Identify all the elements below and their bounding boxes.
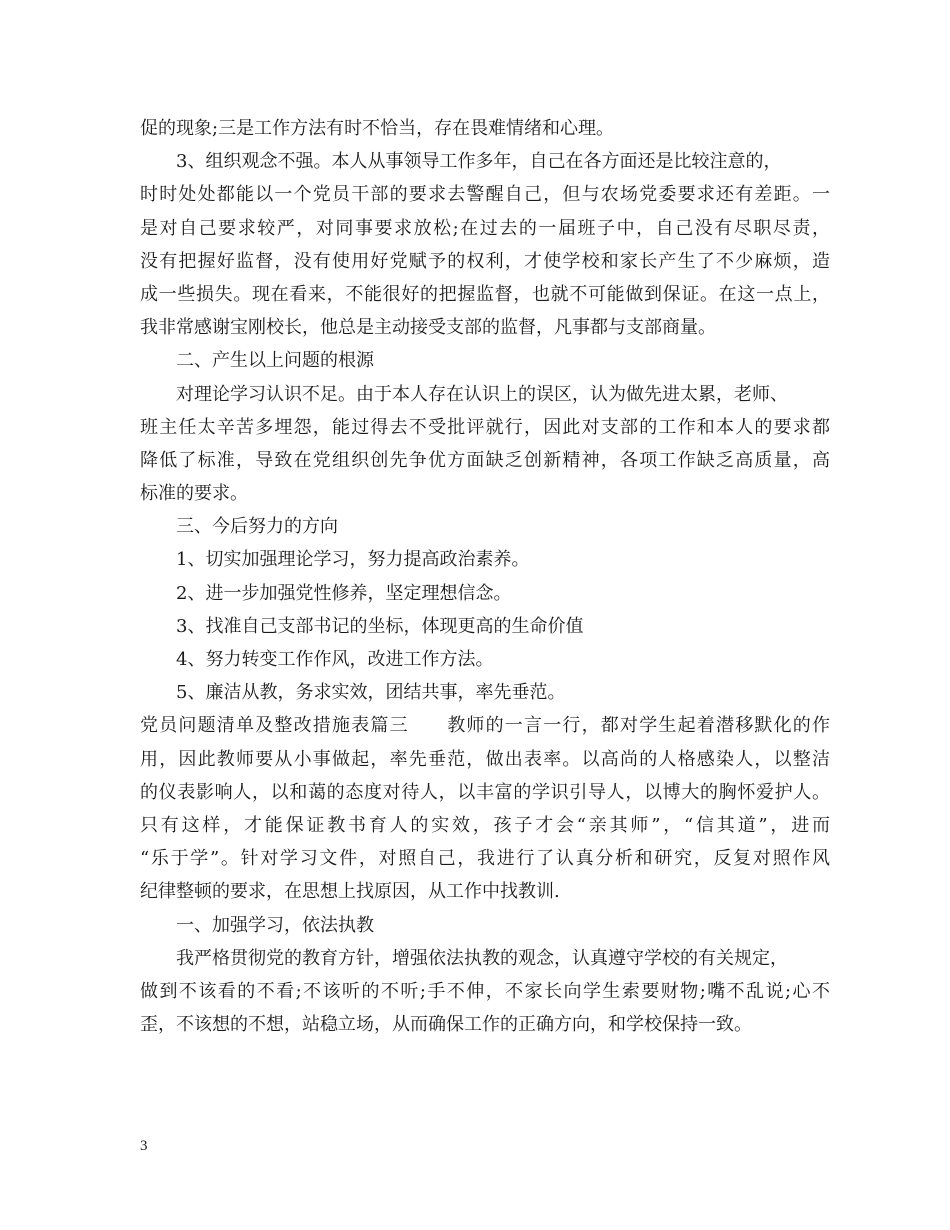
- text-line: 标准的要求。: [140, 483, 248, 505]
- text-line: “乐于学”。针对学习文件，对照自己，我进行了认真分析和研究，反复对照作风: [140, 848, 830, 870]
- text-line: 班主任太辛苦多埋怨，能过得去不受批评就行，因此对支部的工作和本人的要求都: [140, 416, 830, 438]
- text-line: 3、组织观念不强。本人从事领导工作多年，自己在各方面还是比较注意的，: [176, 151, 782, 173]
- text-line: 是对自己要求较严，对同事要求放松;在过去的一届班子中，自己没有尽职尽责，: [140, 217, 830, 239]
- text-line: 一、加强学习，依法执教: [176, 914, 374, 936]
- text-line: 歪，不该想的不想，站稳立场，从而确保工作的正确方向，和学校保持一致。: [140, 1014, 752, 1036]
- text-line: 对理论学习认识不足。由于本人存在认识上的误区，认为做先进太累，老师、: [176, 383, 788, 405]
- text-line: 我严格贯彻党的教育方针，增强依法执教的观念，认真遵守学校的有关规定，: [176, 947, 788, 969]
- text-line: 二、产生以上问题的根源: [176, 350, 374, 372]
- text-line: 降低了标准，导致在党组织创先争优方面缺乏创新精神，各项工作缺乏高质量，高: [140, 449, 830, 471]
- text-line: 三、今后努力的方向: [176, 516, 338, 538]
- text-line: 3、找准自己支部书记的坐标，体现更高的生命价值: [176, 615, 584, 637]
- text-line: 成一些损失。现在看来，不能很好的把握监督，也就不可能做到保证。在这一点上，: [140, 283, 830, 305]
- page-number: 3: [140, 1138, 148, 1154]
- document-body: [140, 112, 830, 1041]
- text-line: 我非常感谢宝刚校长，他总是主动接受支部的监督，凡事都与支部商量。: [140, 317, 716, 339]
- text-line: 做到不该看的不看;不该听的不听;手不伸，不家长向学生索要财物;嘴不乱说;心不: [140, 980, 830, 1002]
- text-line: 5、廉洁从教，务求实效，团结共事，率先垂范。: [176, 682, 566, 704]
- text-line: 党员问题清单及整改措施表篇三 教师的一言一行，都对学生起着潜移默化的作: [140, 715, 830, 737]
- text-line: 没有把握好监督，没有使用好党赋予的权利，才使学校和家长产生了不少麻烦，造: [140, 250, 830, 272]
- text-line: 1、切实加强理论学习，努力提高政治素养。: [176, 549, 530, 571]
- text-line: 纪律整顿的要求，在思想上找原因，从工作中找教训.: [140, 881, 560, 903]
- text-line: 时时处处都能以一个党员干部的要求去警醒自己，但与农场党委要求还有差距。一: [140, 184, 830, 206]
- text-line: 促的现象;三是工作方法有时不恰当，存在畏难情绪和心理。: [140, 118, 615, 139]
- text-line: 2、进一步加强党性修养，坚定理想信念。: [176, 582, 512, 604]
- text-line: 用，因此教师要从小事做起，率先垂范，做出表率。以高尚的人格感染人，以整洁: [140, 748, 830, 770]
- text-line: 的仪表影响人，以和蔼的态度对待人，以丰富的学识引导人，以博大的胸怀爱护人。: [140, 781, 830, 803]
- text-line: 只有这样，才能保证教书育人的实效，孩子才会“亲其师”，“信其道”，进而: [140, 814, 830, 836]
- text-line: 4、努力转变工作作风，改进工作方法。: [176, 649, 494, 670]
